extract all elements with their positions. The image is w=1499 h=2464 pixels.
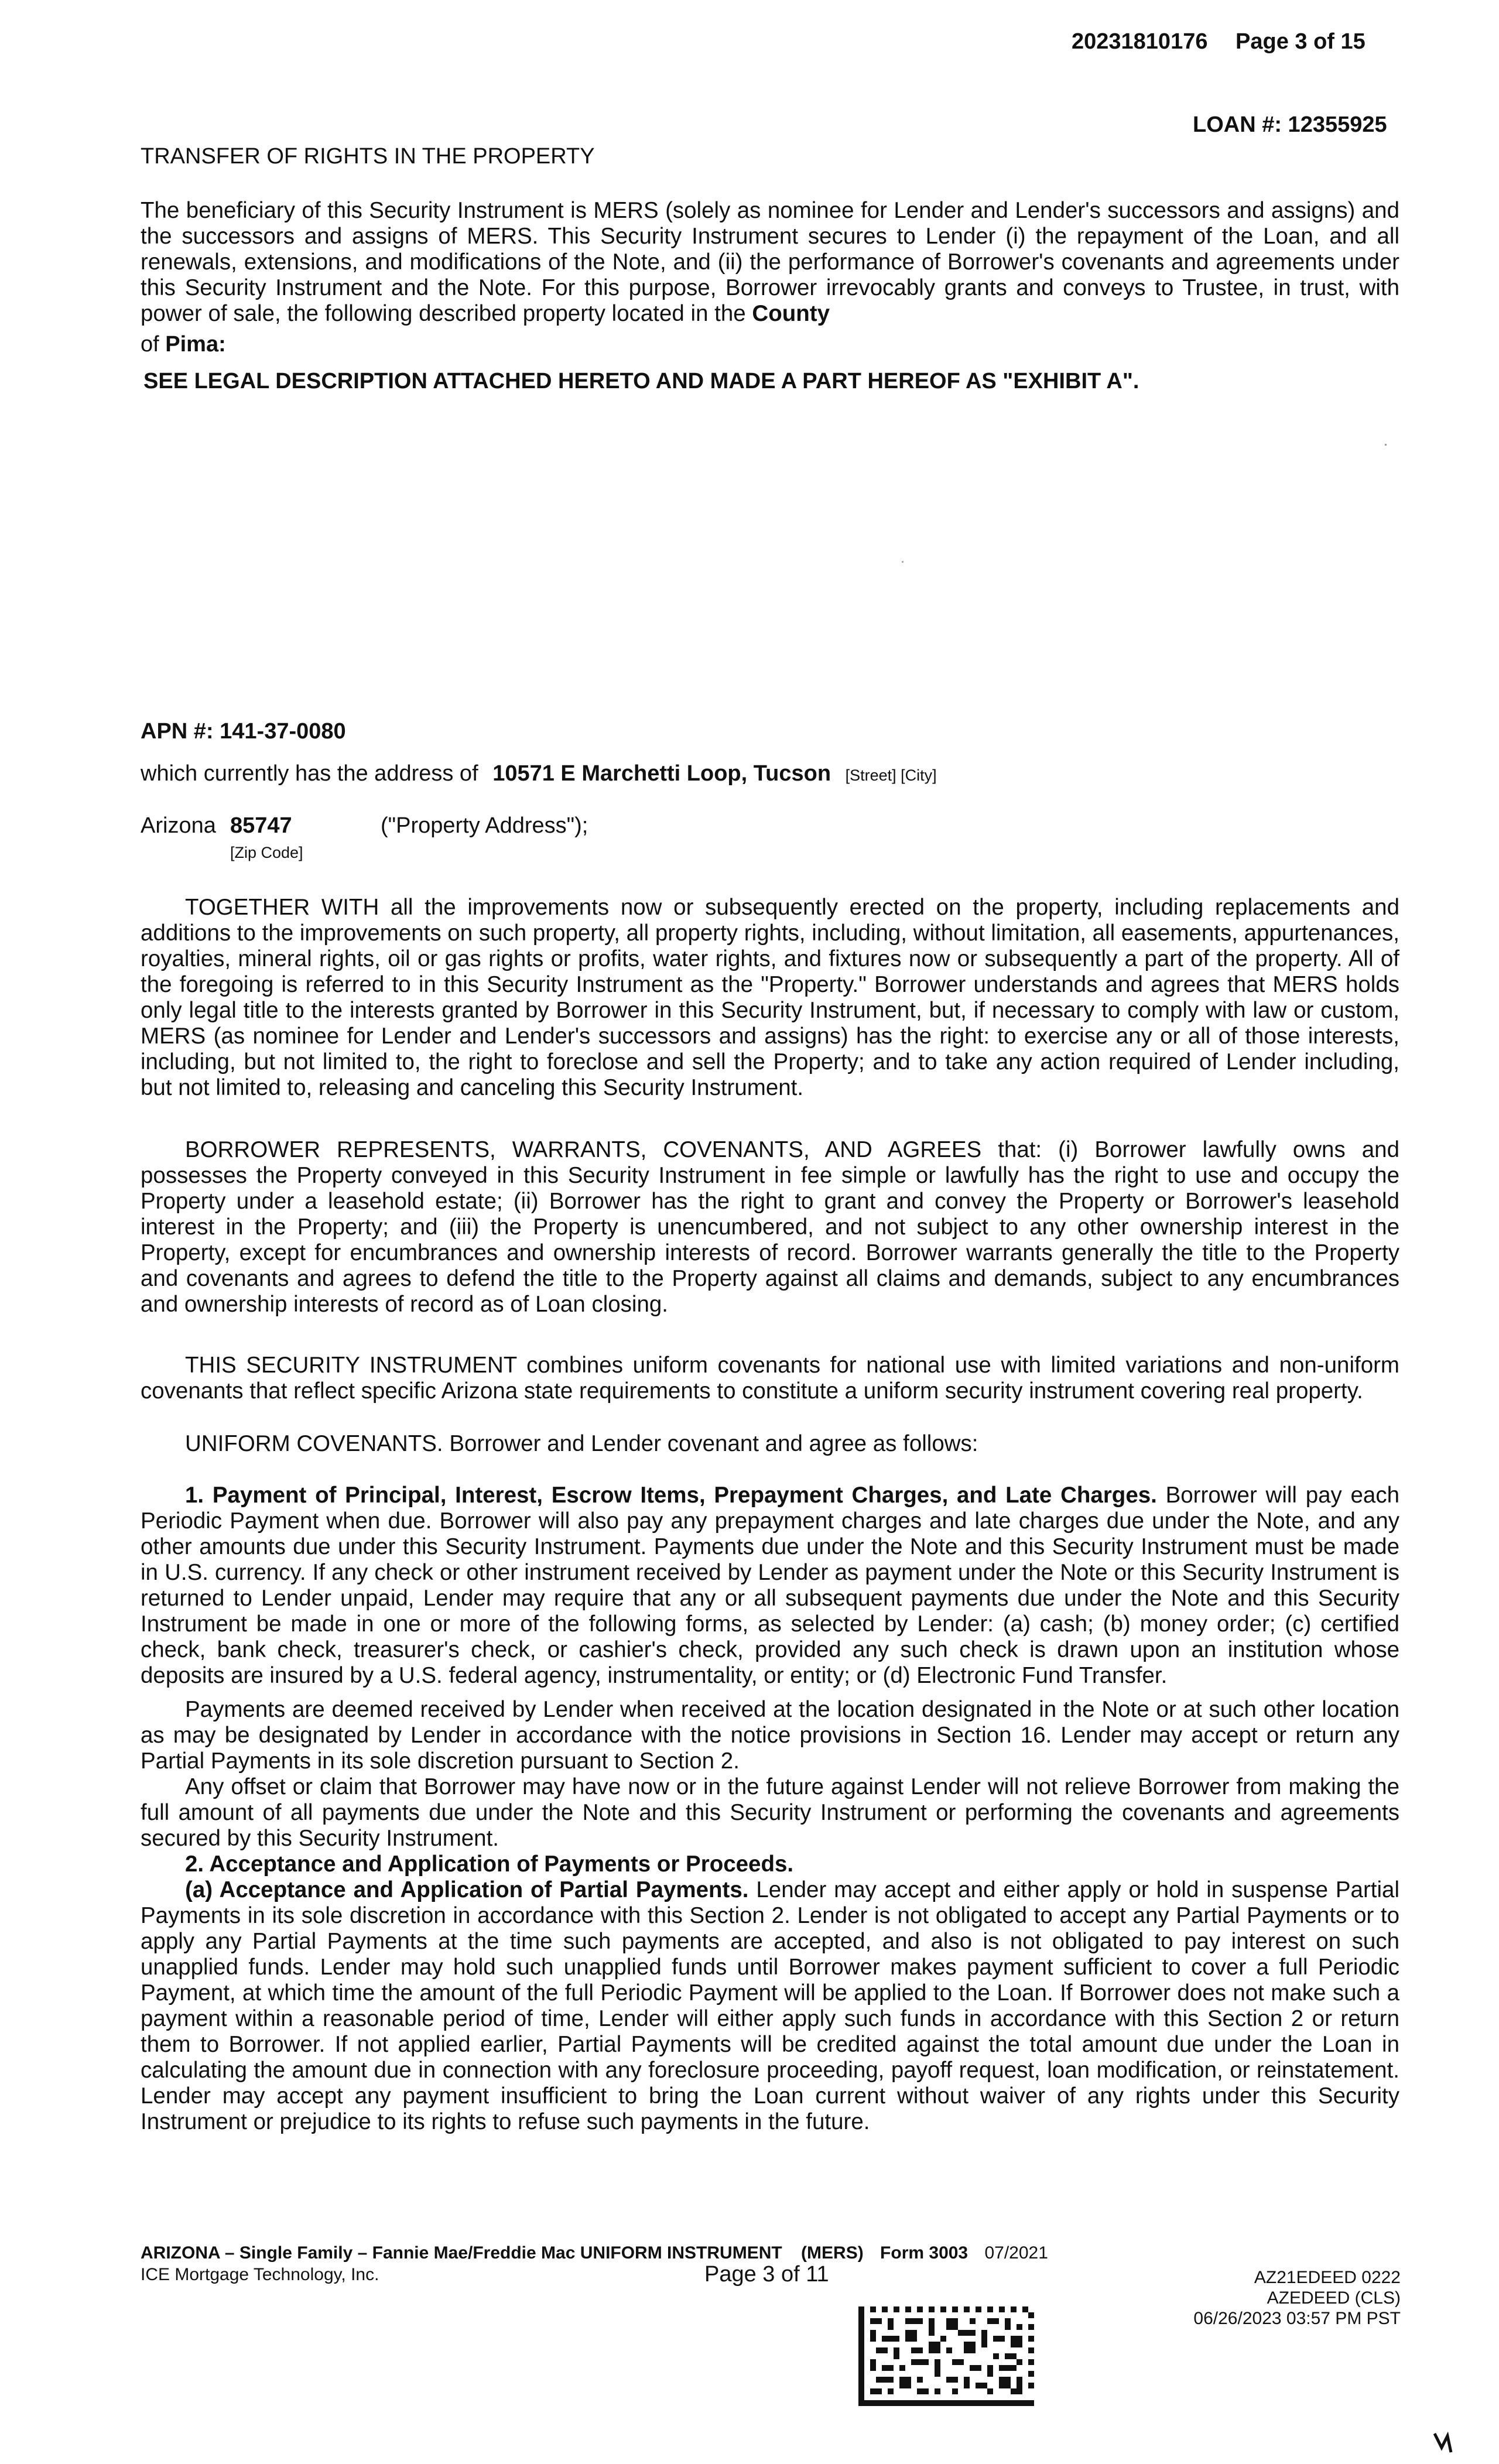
zip-code: 85747	[230, 813, 292, 838]
section-2a-paragraph: (a) Acceptance and Application of Partial Payments. Lender may accept and either apply or hold in suspense Partial Payments in its sole discretion in accordance with this Section 2. Lender is not obligated to accept any Partial Payments or to apply any Partial Payments at the time such payments are accepted, and also is not obligated to pay interest on such unapplied funds. Lender may hold such unapplied funds until Borrower makes payment sufficient to cover a full Periodic Payment, at which time the amount of the full Periodic Payment will be applied to the Loan. If Borrower does not make such a payment within a reasonable period of time, Lender will either apply such funds in accordance with this Section 2 or return them to Borrower. If not applied earlier, Partial Payments will be credited against the total amount due under the Loan in calculating the amount due in connection with any foreclosure proceeding, payoff request, loan modification, or reinstatement. Lender may accept any payment insufficient to bring the Loan current without waiver of any rights under this Security Instrument or prejudice to its rights to refuse such payments in the future.	[141, 1877, 1400, 2134]
street-city-caption: [Street] [City]	[845, 766, 937, 784]
uniform-covenants-paragraph: UNIFORM COVENANTS. Borrower and Lender covenant and agree as follows:	[185, 1431, 978, 1456]
loan-number: LOAN #: 12355925	[1193, 112, 1387, 137]
state-label: Arizona	[141, 813, 216, 838]
section-1-heading: 1. Payment of Principal, Interest, Escrow Items, Prepayment Charges, and Late Charges.	[185, 1483, 1157, 1508]
street-city: 10571 E Marchetti Loop, Tucson	[492, 761, 831, 786]
scan-speck	[902, 561, 903, 563]
county-line: of Pima:	[141, 332, 226, 357]
page-indicator: Page 3 of 15	[1236, 29, 1365, 54]
section-2-heading: 2. Acceptance and Application of Payments or Proceeds.	[185, 1852, 794, 1877]
staple-mark	[1433, 2430, 1457, 2453]
footer-company: ICE Mortgage Technology, Inc.	[141, 2265, 379, 2284]
section-1-offset-paragraph: Any offset or claim that Borrower may have now or in the future against Lender will not relieve Borrower from making the full amount of all payments due under the Note and this Security Instrument or performing the covenants and agreements secured by this Security Instrument.	[141, 1774, 1399, 1851]
section-2a-heading: (a) Acceptance and Application of Partial Payments.	[185, 1877, 749, 1902]
together-with-paragraph: TOGETHER WITH all the improvements now or subsequently erected on the property, including replacements and additions to the improvements on such property, all property rights, including, without limitation, all easements, appurtenances, royalties, mineral rights, oil or gas rights or profits, water rights, and fixtures now or subsequently a part of the property. All of the foregoing is referred to in this Security Instrument as the "Property." Borrower understands and agrees that MERS holds only legal title to the interests granted by Borrower in this Security Instrument, but, if necessary to comply with law or custom, MERS (as nominee for Lender and Lender's successors and assigns) has the right: to exercise any or all of those interests, including, but not limited to, the right to foreclose and sell the Property; and to take any action required of Lender including, but not limited to, releasing and canceling this Security Instrument.	[141, 895, 1400, 1100]
section-title: TRANSFER OF RIGHTS IN THE PROPERTY	[141, 144, 595, 169]
borrower-represents-paragraph: BORROWER REPRESENTS, WARRANTS, COVENANTS, AND AGREES that: (i) Borrower lawfully owns and possesses the Property conveyed in this Security Instrument in fee simple or lawfully has the right to use and occupy the Property under a leasehold estate; (ii) Borrower has the right to grant and convey the Property or Borrower's leasehold interest in the Property; and (iii) the Property is unencumbered, and not subject to any other ownership interest in the Property, except for encumbrances and ownership interests of record. Borrower warrants generally the title to the Property and covenants and agrees to defend the title to the Property against all claims and demands, subject to any encumbrances and ownership interests of record as of Loan closing.	[141, 1137, 1399, 1317]
scan-speck	[1385, 444, 1387, 446]
apn: APN #: 141-37-0080	[141, 719, 346, 744]
transfer-paragraph: The beneficiary of this Security Instrument is MERS (solely as nominee for Lender and Lender's successors and assigns) and the successors and assigns of MERS. This Security Instrument secures to Lender (i) the repayment of the Loan, and all renewals, extensions, and modifications of the Note, and (ii) the performance of Borrower's covenants and agreements under this Security Instrument and the Note. For this purpose, Borrower irrevocably grants and conveys to Trustee, in trust, with power of sale, the following described property located in the County	[141, 198, 1399, 326]
datamatrix-barcode	[858, 2306, 1034, 2407]
property-address-line: which currently has the address of 10571 E Marchetti Loop, Tucson [Street] [City]	[141, 761, 937, 786]
footer-page: Page 3 of 11	[704, 2262, 829, 2287]
legal-description: SEE LEGAL DESCRIPTION ATTACHED HERETO AND MADE A PART HEREOF AS "EXHIBIT A".	[143, 369, 1139, 393]
zip-caption: [Zip Code]	[230, 844, 303, 861]
section-1-payments-paragraph: Payments are deemed received by Lender when received at the location designated in the Note or at such other location as may be designated by Lender in accordance with the notice provisions in Section 16. Lender may accept or return any Partial Payments in its sole discretion pursuant to Section 2.	[141, 1697, 1399, 1774]
footer-codes: AZ21EDEED 0222 AZEDEED (CLS) 06/26/2023 03:57 PM PST	[1193, 2268, 1401, 2328]
this-security-paragraph: THIS SECURITY INSTRUMENT combines uniform covenants for national use with limited variations and non-uniform covenants that reflect specific Arizona state requirements to constitute a uniform security instrument covering real property.	[141, 1353, 1399, 1404]
footer-form-line: ARIZONA – Single Family – Fannie Mae/Freddie Mac UNIFORM INSTRUMENT (MERS) Form 3003 07/2021	[141, 2243, 1048, 2263]
document-number: 20231810176	[1072, 29, 1208, 54]
section-1-paragraph: 1. Payment of Principal, Interest, Escrow Items, Prepayment Charges, and Late Charges. Borrower will pay each Periodic Payment when due. Borrower will also pay any prepayment charges and late charges due under the Note, and any other amounts due under this Security Instrument. Payments due under the Note and this Security Instrument must be made in U.S. currency. If any check or other instrument received by Lender as payment under the Note or this Security Instrument is returned to Lender unpaid, Lender may require that any or all subsequent payments due under the Note and this Security Instrument be made in one or more of the following forms, as selected by Lender: (a) cash; (b) money order; (c) certified check, bank check, treasurer's check, or cashier's check, provided any such check is drawn upon an institution whose deposits are insured by a U.S. federal agency, instrumentality, or entity; or (d) Electronic Fund Transfer.	[141, 1483, 1400, 1688]
property-address-label: ("Property Address");	[381, 813, 588, 838]
